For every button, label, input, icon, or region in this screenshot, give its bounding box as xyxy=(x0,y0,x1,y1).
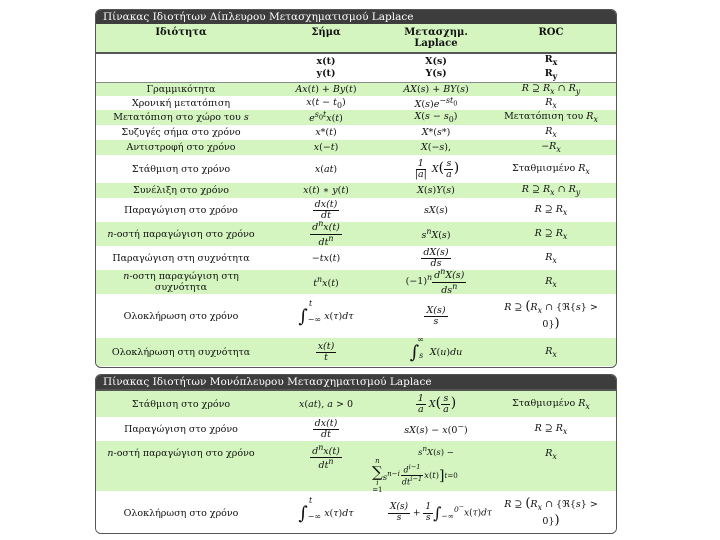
header-roc: ROC xyxy=(538,27,564,38)
table-header-row xyxy=(96,24,616,52)
unilateral-table-title: Πίνακας Ιδιοτήτων Μονόπλευρου Μετασχηματισμού Laplace xyxy=(96,375,616,389)
row-transform: AX(s) + BY(s) xyxy=(403,84,469,95)
def-signals: x(t) y(t) xyxy=(316,56,336,79)
table-row: Αντιστροφή στο χρόνο x(−t) X(−s), $-R_x$ xyxy=(96,140,616,155)
definitions-row xyxy=(96,54,616,82)
table-row: Παραγώγιση στο χρόνο $\frac{dx(t)}{dt}$ sX(s) − x(0−) R ⊇ $R_x$ xyxy=(96,417,616,441)
table-row: Στάθμιση στο χρόνο x(at) $\frac{1}{|a|}$ X( $\frac{s}{a}$ ) Σταθμισμένο $R_x$ xyxy=(96,155,616,183)
bilateral-table xyxy=(95,9,617,368)
bilateral-table-title: Πίνακας Ιδιοτήτων Δίπλευρου Μετασχηματισμού Laplace xyxy=(96,10,616,24)
row-signal: Ax(t) + By(t) xyxy=(295,84,357,95)
table-row: Στάθμιση στο χρόνο x(at), a > 0 $\frac{1}{a}$ X( $\frac{s}{a}$ ) Σταθμισμένο $R_x$ xyxy=(96,391,616,417)
def-transforms: X(s) Y(s) xyxy=(425,56,447,79)
header-property: Ιδιότητα xyxy=(155,27,207,38)
table-row: Παραγώγιση στο χρόνο $\frac{dx(t)}{dt}$ sX(s) R ⊇ $R_x$ xyxy=(96,198,616,222)
table-row: n-οστή παραγώγιση στο χρόνο $\frac{d^nx(t)}{dt^n}$ $s^nX(s)$ − n ∑ i =1 $s^{n-i}$ $\frac{d^{i-1}}{dt^{i-1}}$ x ( t ) ] t=0 $R_x$ xyxy=(96,441,616,491)
table-row: n-οστη παραγώγιση στη συχνότητα $t^nx(t)$ $(-1)^n$ $\frac{d^nX(s)}{ds^n}$ $R_x$ xyxy=(96,270,616,294)
table-row: Χρονική μετατόπιση $x(t - t_0)$ $X(s)e^{-st_0}$ $R_x$ xyxy=(96,96,616,110)
table-row: Συνέλιξη στο χρόνο x(t) ∗ y(t) X(s)Y(s) R ⊇ $R_x$ ∩ $R_y$ xyxy=(96,183,616,198)
table-row: Συζυγές σήμα στο χρόνο x*(t) X*(s*) $R_x$ xyxy=(96,125,616,140)
table-row: Μετατόπιση στο χώρο του s $e^{s_0t}x(t)$ $X(s - s_0)$ Μετατόπιση του $R_x$ xyxy=(96,110,616,125)
table-row: Παραγώγιση στη συχνότητα −tx(t) $\frac{dX(s)}{ds}$ $R_x$ xyxy=(96,246,616,270)
table-row: Ολοκλήρωση στη συχνότητα $\frac{x(t)}{t}$ $\int_s^\infty X(u)du$ $R_x$ xyxy=(96,338,616,366)
header-transform: Μετασχημ. Laplace xyxy=(404,27,468,49)
table-row: Γραμμικότητα Ax(t) + By(t) AX(s) + BY(s) R ⊇ $R_x$ ∩ $R_y$ xyxy=(96,83,616,96)
table-row: Ολοκλήρωση στο χρόνο $\int_{-\infty}^tx(\tau)d\tau$ $\frac{X(s)}{s}$ + $\frac{1}{s}$ $\int_{-\infty}^{0^-}x(\tau)d\tau$ R ⊇ ($R_x$ ∩ {ℜ{s} > 0}) xyxy=(96,491,616,534)
table-row: Ολοκλήρωση στο χρόνο $\int_{-\infty}^tx(\tau)d\tau$ $\frac{X(s)}{s}$ R ⊇ ($R_x$ ∩ {ℜ{s} > 0}) xyxy=(96,294,616,338)
header-signal: Σήμα xyxy=(311,27,341,38)
def-rocs: $R_x$ $R_y$ xyxy=(544,54,558,81)
table-row: n-οστή παραγώγιση στο χρόνο $\frac{d^nx(t)}{dt^n}$ $s^nX(s)$ R ⊇ $R_x$ xyxy=(96,222,616,246)
row-roc: R ⊇ $R_x$ ∩ $R_y$ xyxy=(521,83,581,96)
unilateral-table xyxy=(95,374,617,534)
